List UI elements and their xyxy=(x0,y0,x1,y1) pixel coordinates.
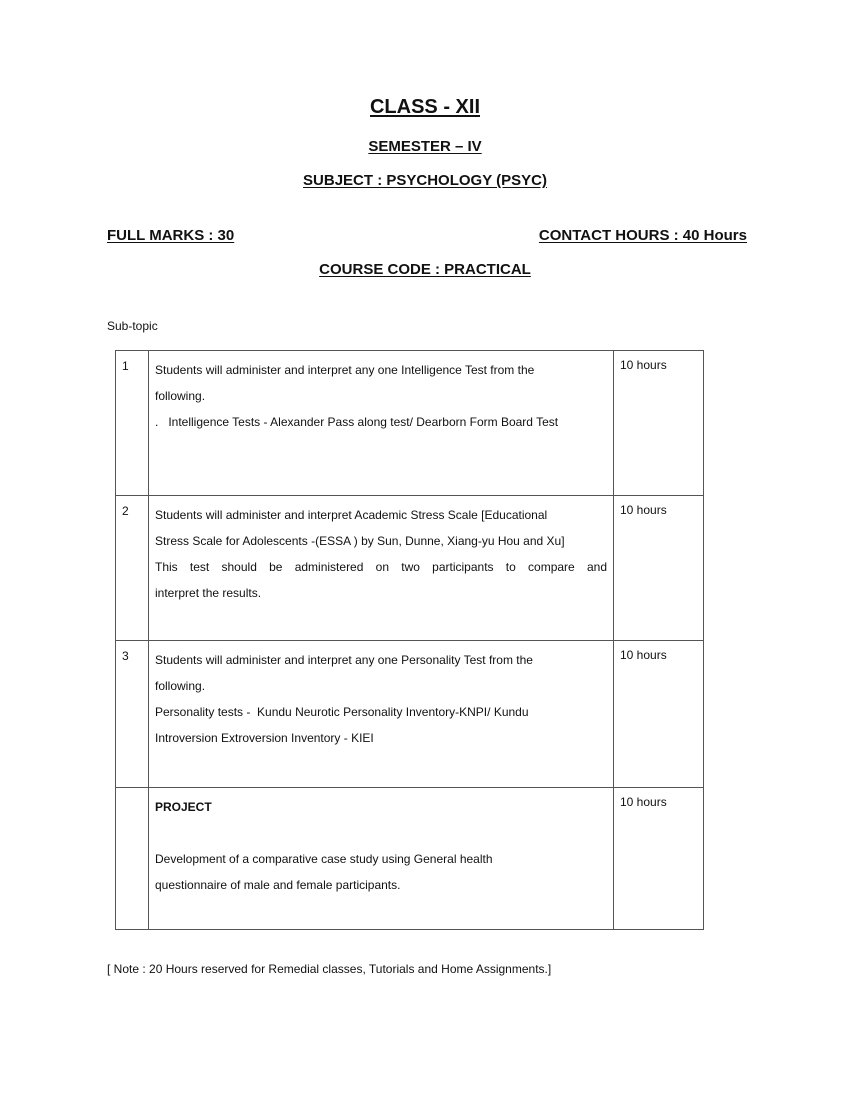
row-description xyxy=(149,788,614,930)
description-line: Development of a comparative case study using General health xyxy=(155,852,493,866)
row-hours: 10 hours xyxy=(614,788,704,930)
table-row xyxy=(116,496,704,641)
note-text: [ Note : 20 Hours reserved for Remedial classes, Tutorials and Home Assignments.] xyxy=(107,962,552,976)
description-line: following. xyxy=(155,389,206,403)
row-number: 3 xyxy=(116,641,149,788)
table-row xyxy=(116,788,704,930)
syllabus-table xyxy=(115,350,704,930)
full-marks: FULL MARKS : 30 xyxy=(107,227,235,244)
row-description xyxy=(149,641,614,788)
description-line: This test should be administered on two participants to compare and xyxy=(155,560,607,574)
description-line: Personality tests - Kundu Neurotic Personality Inventory-KNPI/ Kundu xyxy=(155,705,529,719)
description-line: Stress Scale for Adolescents -(ESSA ) by Sun, Dunne, Xiang-yu Hou and Xu] xyxy=(155,534,565,548)
project-title: PROJECT xyxy=(155,800,212,814)
subtopic-label: Sub-topic xyxy=(107,319,158,333)
description-line: following. xyxy=(155,679,206,693)
semester-heading: SEMESTER – IV xyxy=(368,138,482,155)
row-hours: 10 hours xyxy=(614,496,704,641)
class-title: CLASS - XII xyxy=(369,96,480,118)
table-row xyxy=(116,641,704,788)
row-hours: 10 hours xyxy=(614,641,704,788)
row-hours: 10 hours xyxy=(614,351,704,496)
description-line: . Intelligence Tests - Alexander Pass along test/ Dearborn Form Board Test xyxy=(155,415,559,429)
row-description xyxy=(149,496,614,641)
description-line: Introversion Extroversion Inventory - KIEI xyxy=(155,731,374,745)
description-line: Students will administer and interpret Academic Stress Scale [Educational xyxy=(155,508,548,522)
row-description xyxy=(149,351,614,496)
row-number: 2 xyxy=(116,496,149,641)
description-line: Students will administer and interpret any one Intelligence Test from the xyxy=(155,363,535,377)
subject-heading: SUBJECT : PSYCHOLOGY (PSYC) xyxy=(303,172,547,189)
description-line: interpret the results. xyxy=(155,586,262,600)
table-row xyxy=(116,351,704,496)
contact-hours: CONTACT HOURS : 40 Hours xyxy=(538,227,747,244)
row-number xyxy=(116,788,149,930)
row-number: 1 xyxy=(116,351,149,496)
course-code: COURSE CODE : PRACTICAL xyxy=(319,261,531,278)
description-line: Students will administer and interpret any one Personality Test from the xyxy=(155,653,533,667)
description-line: questionnaire of male and female participants. xyxy=(155,878,401,892)
